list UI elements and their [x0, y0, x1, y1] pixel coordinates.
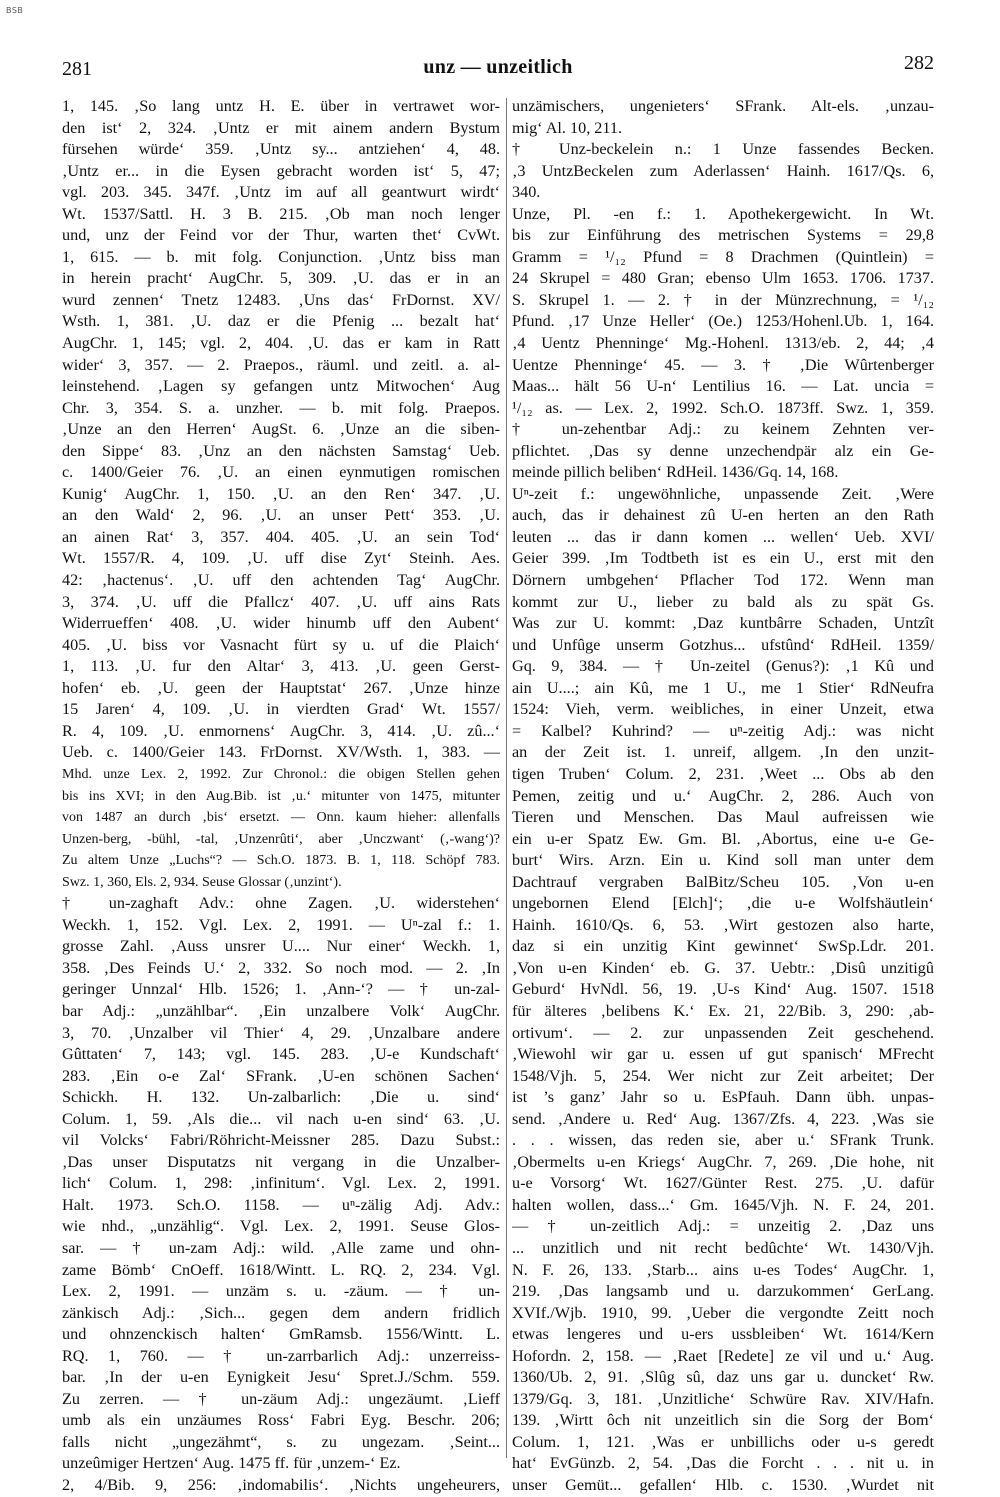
text-line: Colum. 1, 121. ‚Was er unbillichs oder u-s geredt — [512, 1432, 934, 1451]
column-divider — [506, 98, 507, 1458]
text-line: und, unz der Feind vor der Thur, warten thet‘ CvWt. — [62, 226, 500, 245]
text-line: leinstehend. ‚Lagen sy gefangen untz Mitwochen‘ Aug — [62, 377, 500, 396]
text-line: 1, 113. ‚U. fur den Altar‘ 3, 413. ‚U. geen Gerst- — [62, 657, 500, 676]
text-line: — † un-zeitlich Adj.: = unzeitig 2. ‚Daz uns — [512, 1217, 934, 1236]
page-number-right: 282 — [904, 52, 934, 74]
text-line: sar. — † un-zam Adj.: wild. ‚Alle zame und ohn- — [62, 1238, 500, 1257]
text-line: 42: ‚hactenus‘. ‚U. uff den achtenden Tag‘ AugChr. — [62, 571, 500, 590]
text-line: ‚Obermelts u-en Kriegs‘ AugChr. 7, 269. ‚Die hohe, nit — [512, 1152, 934, 1171]
text-line: bis ins XVI; in den Aug.Bib. ist ‚u.‘ mitunter von 1475, mitunter — [62, 788, 500, 804]
text-line: Widerrueffen‘ 408. ‚U. wider hinumb uff den Aubent‘ — [62, 614, 500, 633]
text-line: ‚Das unser Disputatzs nit vergang in die Unzalber- — [62, 1152, 500, 1171]
text-line: 1524: Vieh, verm. weibliches, in einer Unzeit, etwa — [512, 700, 934, 719]
text-line: 24 Skrupel = 480 Gran; ebenso Ulm 1653. 1706. 1737. — [512, 269, 934, 288]
text-line: ‚Wiewohl wir gar u. essen uf gut spanisch‘ MFrecht — [512, 1045, 934, 1064]
text-line: Gûttaten‘ 7, 143; vgl. 145. 283. ‚U-e Kundschaft‘ — [62, 1045, 500, 1064]
text-line: und Unfûge unserm Gotzhus... ufstûnd‘ RdHeil. 1359/ — [512, 635, 934, 654]
text-line: Ueb. c. 1400/Geier 143. FrDornst. XV/Wsth. 1, 383. — — [62, 743, 500, 762]
text-line: Hainh. 1610/Qs. 6, 53. ‚Wirt gestozen also harte, — [512, 915, 934, 934]
text-line: ‚Unze an den Herren‘ AugSt. 6. ‚Unze an die siben- — [62, 420, 500, 439]
text-line: daz si ein unzitig Kint gewinnet‘ SwSp.Ldr. 201. — [512, 937, 934, 956]
text-line: ‚Von u-en Kinden‘ eb. G. 37. Uebtr.: ‚Disû unzitigû — [512, 958, 934, 977]
text-line: † un-zaghaft Adv.: ohne Zagen. ‚U. widerstehen‘ — [62, 894, 500, 913]
text-line: ... unzitlich und nit recht bedûchte‘ Wt. 1430/Vjh. — [512, 1238, 934, 1257]
text-line: Was zur U. kommt: ‚Daz kuntbârre Schaden, Untzît — [512, 614, 934, 633]
text-line: Pemen, zeitig und u.‘ AugChr. 2, 286. Auch von — [512, 786, 934, 805]
text-line: Gq. 9, 384. — † Un-zeitel (Genus?): ‚1 Kû und — [512, 657, 934, 676]
text-line: Hofordn. 2, 158. — ‚Raet [Redete] ze vil und u.‘ Aug. — [512, 1346, 934, 1365]
text-line: Schickh. H. 132. Un-zalbarlich: ‚Die u. sind‘ — [62, 1088, 500, 1107]
text-line: grosse Zahl. ‚Auss unsrer U.... Nur einer‘ Weckh. 1, — [62, 937, 500, 956]
text-line: bis zur Einführung des metrischen Systems = 29,8 — [512, 226, 934, 245]
text-line: etwas lengeres und u-ers ussbleiben‘ Wt. 1614/Kern — [512, 1325, 934, 1344]
text-line: 3, 374. ‚U. uff die Pfallcz‘ 407. ‚U. uff ains Rats — [62, 592, 500, 611]
text-line: XVIf./Wjb. 1910, 99. ‚Ueber die vergondte Zeitt noch — [512, 1303, 934, 1322]
text-line: 1379/Gq. 3, 181. ‚Unzitliche‘ Schwüre Rav. XIV/Hafn. — [512, 1389, 934, 1408]
text-line: = Kalbel? Kuhrind? — uⁿ-zeitig Adj.: was nicht — [512, 721, 934, 740]
text-line: und ohnzenckisch halten‘ GmRamsb. 1556/Wintt. L. — [62, 1325, 500, 1344]
text-line: Colum. 1, 59. ‚Als die... vil nach u-en sind‘ 63. ‚U. — [62, 1109, 500, 1128]
text-line: 1360/Ub. 2, 91. ‚Slûg sû, daz uns gar u. duncket‘ Rw. — [512, 1368, 934, 1387]
text-line: Wt. 1557/R. 4, 109. ‚U. uff dise Zyt‘ Steinh. Aes. — [62, 549, 500, 568]
text-line: 340. — [512, 183, 541, 202]
text-line: AugChr. 1, 145; vgl. 2, 404. ‚U. das er kam in Ratt — [62, 334, 500, 353]
text-line: zänkisch Adj.: ‚Sich... gegen dem andern fridlich — [62, 1303, 500, 1322]
text-line: bar Adj.: „unzählbar“. ‚Ein unzalbere Volk‘ AugChr. — [62, 1001, 500, 1020]
text-line: ‚4 Uentz Phenninge‘ Mg.-Hohenl. 1313/eb. 2, 44; ‚4 — [512, 334, 934, 353]
text-line: kommt zur U., lieber zu bald als zu spät Gs. — [512, 592, 934, 611]
text-line: falls nicht „ungezähmt“, s. zu ungezam. ‚Seint... — [62, 1432, 500, 1451]
text-line: Geburd‘ HvNdl. 56, 19. ‚U-s Kind‘ Aug. 1507. 1518 — [512, 980, 934, 999]
text-line: mig‘ Al. 10, 211. — [512, 118, 623, 137]
text-line: wurd zennen‘ Tnetz 12483. ‚Uns das‘ FrDornst. XV/ — [62, 290, 500, 309]
text-line: 2, 4/Bib. 9, 256: ‚indomabilis‘. ‚Nichts ungeheurers, — [62, 1476, 500, 1494]
text-line: unzämischers, ungenieters‘ SFrank. Alt-els. ‚unzau- — [512, 97, 934, 115]
text-line: vil Volcks‘ Fabri/Röhricht-Meissner 285. Dazu Subst.: — [62, 1131, 500, 1150]
text-line: Unzen-berg, -bühl, -tal, ‚Unzenrûti‘, aber ‚Unczwant‘ (‚-wang‘)? — [62, 831, 500, 847]
left-column — [62, 96, 500, 1497]
text-line: in herein pracht‘ AugChr. 5, 309. ‚U. das er in an — [62, 269, 500, 288]
text-line: ‚3 UntzBeckelen zum Aderlassen‘ Hainh. 1617/Qs. 6, — [512, 161, 934, 180]
text-line: Zu zerren. — † un-zäum Adj.: ungezäumt. ‚Lieff — [62, 1389, 500, 1408]
text-line: Wt. 1537/Sattl. H. 3 B. 215. ‚Ob man noch lenger — [62, 204, 500, 223]
text-line: umb als ein unzäumes Ross‘ Fabri Eyg. Beschr. 206; — [62, 1411, 500, 1430]
text-line: Dörnern umbgehen‘ Pflacher Tod 172. Wenn man — [512, 571, 934, 590]
text-line: hofen‘ eb. ‚U. geen der Hauptstat‘ 267. ‚Unze hinze — [62, 678, 500, 697]
text-line: S. Skrupel 1. — 2. † in der Münzrechnung, = ¹/₁₂ — [512, 290, 934, 309]
library-stamp: BSB — [6, 6, 24, 15]
right-column — [512, 96, 934, 1497]
text-line: ungebornen Elend [Elch]‘; ‚die u-e Wolfshäutlein‘ — [512, 894, 934, 913]
text-line: Chr. 3, 354. S. a. unzher. — b. mit folg. Praepos. — [62, 398, 500, 417]
text-line: Halt. 1973. Sch.O. 1158. — uⁿ-zälig Adj. Adv.: — [62, 1195, 500, 1214]
text-line: 405. ‚U. biss vor Vasnacht fürt sy u. uf die Plaich‘ — [62, 635, 500, 654]
text-line: Swz. 1, 360, Els. 2, 934. Seuse Glossar (‚unzint‘). — [62, 874, 342, 890]
text-line: RQ. 1, 760. — † un-zarrbarlich Adj.: unzerreiss- — [62, 1346, 500, 1365]
text-line: Uⁿ-zeit f.: ungewöhnliche, unpassende Zeit. ‚Were — [512, 484, 934, 503]
text-line: pflichtet. ‚Das sy denne unzechendpär alz ein Ge- — [512, 441, 934, 460]
text-line: an ainen Rat‘ 3, 357. 404. 405. ‚U. an sein Tod‘ — [62, 527, 500, 546]
text-line: Mhd. unze Lex. 2, 1992. Zur Chronol.: die obigen Stellen gehen — [62, 766, 500, 782]
text-line: ain U....; ain Kû, me 1 U., me 1 Stier‘ RdNeufra — [512, 678, 934, 697]
text-line: den Sippe‘ 83. ‚Unz an den nächsten Samstag‘ Ueb. — [62, 441, 500, 460]
text-line: hat‘ EvGünzb. 2, 54. ‚Das die Forcht . . . nit u. in — [512, 1454, 934, 1473]
page-header — [62, 50, 934, 80]
text-line: Kunig‘ AugChr. 1, 150. ‚U. an den Ren‘ 347. ‚U. — [62, 484, 500, 503]
text-line: 1, 615. — b. mit folg. Conjunction. ‚Untz biss man — [62, 247, 500, 266]
text-line: bar. ‚In der u-en Eynigkeit Jesu‘ Spret.J./Schm. 559. — [62, 1368, 500, 1387]
text-line: Maas... hält 56 U-n‘ Lentilius 16. — Lat. uncia = — [512, 377, 934, 396]
text-line: † Unz-beckelein n.: 1 Unze fassendes Becken. — [512, 140, 934, 159]
text-line: Tieren und Menschen. Das Maul aufreissen wie — [512, 808, 934, 827]
text-line: Pfund. ‚17 Unze Heller‘ (Oe.) 1253/Hohenl.Ub. 1, 164. — [512, 312, 934, 331]
text-line: Geier 399. ‚Im Todtbeth ist es ein U., erst mit den — [512, 549, 934, 568]
running-title: unz — unzeitlich — [423, 56, 573, 78]
text-line: wie nhd., „unzählig“. Vgl. Lex. 2, 1991. Seuse Glos- — [62, 1217, 500, 1236]
text-line: unzeûmiger Hertzen‘ Aug. 1475 ff. für ‚unzem-‘ Ez. — [62, 1454, 401, 1473]
text-line: N. F. 26, 133. ‚Starb... ains u-es Todes‘ AugChr. 1, — [512, 1260, 934, 1279]
text-line: Weckh. 1, 152. Vgl. Lex. 2, 1991. — Uⁿ-zal f.: 1. — [62, 915, 500, 934]
text-line: auch, das ir dehainest zû U-en herten an den Rath — [512, 506, 934, 525]
text-line: ein u-er Spatz Ew. Gm. Bl. ‚Abortus, eine u-e Ge- — [512, 829, 934, 848]
text-line: an den Wald‘ 2, 96. ‚U. an unser Pett‘ 353. ‚U. — [62, 506, 500, 525]
text-line: unser Gemüt... gefallen‘ Hlb. c. 1530. ‚Wurdet nit — [512, 1476, 934, 1494]
text-line: 139. ‚Wirtt ôch nit unzeitlich sin die Sorg der Bom‘ — [512, 1411, 934, 1430]
text-line: an der Zeit ist. 1. unreif, allgem. ‚In den unzit- — [512, 743, 934, 762]
text-line: 1, 145. ‚So lang untz H. E. über in vertrawet wor- — [62, 97, 500, 115]
text-line: vgl. 203. 345. 347f. ‚Untz im auf all geantwurt wirdt‘ — [62, 183, 500, 202]
text-line: 283. ‚Ein o-e Zal‘ SFrank. ‚U-en schönen Sachen‘ — [62, 1066, 500, 1085]
text-line: Lex. 2, 1991. — unzäm s. u. -zäum. — † un- — [62, 1282, 500, 1301]
text-line: send. ‚Andere u. Red‘ Aug. 1367/Zfs. 4, 223. ‚Was sie — [512, 1109, 934, 1128]
text-line: wider‘ 3, 357. — 2. Praepos., räuml. und zeitl. a. al- — [62, 355, 500, 374]
text-line: Gramm = ¹/₁₂ Pfund = 8 Drachmen (Quintlein) = — [512, 247, 934, 266]
text-line: ist ’s ganz’ Jahr so u. EsPfauh. Dann übh. unpas- — [512, 1088, 934, 1107]
text-line: † un-zehentbar Adj.: zu keinem Zehnten ver- — [512, 420, 934, 439]
text-line: Wsth. 1, 381. ‚U. daz er die Pfenig ... bezalt hat‘ — [62, 312, 500, 331]
text-line: 1548/Vjh. 5, 254. Wer nicht zur Zeit arbeitet; Der — [512, 1066, 934, 1085]
text-line: fürsehen würde‘ 359. ‚Untz sy... antziehen‘ 4, 48. — [62, 140, 500, 159]
text-line: 15 Jaren‘ 4, 109. ‚U. in vierdten Grad‘ Wt. 1557/ — [62, 700, 500, 719]
text-line: geringer Unnzal‘ Hlb. 1526; 1. ‚Ann-‘? — † un-zal- — [62, 980, 500, 999]
text-line: Dachtrauf vergraben BalBitz/Scheu 105. ‚Von u-en — [512, 872, 934, 891]
text-line: Uentze Phenninge‘ 45. — 3. † ‚Die Wûrtenberger — [512, 355, 934, 374]
text-line: R. 4, 109. ‚U. enmornens‘ AugChr. 3, 414. ‚U. zû...‘ — [62, 721, 500, 740]
text-line: ¹/₁₂ as. — Lex. 2, 1992. Sch.O. 1873ff. Swz. 1, 359. — [512, 398, 934, 417]
text-line: für älteres ‚belibens K.‘ Ex. 21, 22/Bib. 3, 290: ‚ab- — [512, 1001, 934, 1020]
text-line: ‚Untz er... in die Eysen gebracht worden ist‘ 5, 47; — [62, 161, 500, 180]
text-line: 358. ‚Des Feinds U.‘ 2, 332. So noch mod. — 2. ‚In — [62, 958, 500, 977]
text-line: c. 1400/Geier 76. ‚U. an einen eynmutigen romischen — [62, 463, 500, 482]
text-line: den ist‘ 2, 324. ‚Untz er mit ainem andern Bystum — [62, 118, 500, 137]
page-number-left: 281 — [62, 58, 92, 80]
text-line: ortivum‘. — 2. zur unpassenden Zeit geschehend. — [512, 1023, 934, 1042]
text-line: burt‘ Wirs. Arzn. Ein u. Kind soll man unter dem — [512, 851, 934, 870]
text-line: halten wollen, dass...‘ Gm. 1645/Vjh. N. F. 24, 201. — [512, 1195, 934, 1214]
text-line: von 1487 an durch ‚bis‘ ersetzt. — Onn. kaum hieher: allenfalls — [62, 810, 500, 826]
text-line: . . . wissen, das reden sie, aber u.‘ SFrank Trunk. — [512, 1131, 934, 1150]
text-line: Zu altem Unze „Luchs“? — Sch.O. 1873. B. 1, 118. Schöpf 783. — [62, 853, 500, 869]
text-line: leuten ... das ir dann komen ... wellen‘ Ueb. XVI/ — [512, 527, 934, 546]
text-line: u-e Vorsorg‘ Wt. 1627/Günter Rest. 275. ‚U. dafür — [512, 1174, 934, 1193]
text-line: zame Bömb‘ CnOeff. 1618/Wintt. L. RQ. 2, 234. Vgl. — [62, 1260, 500, 1279]
text-line: tigen Truben‘ Colum. 2, 231. ‚Weet ... Obs ab den — [512, 764, 934, 783]
text-line: 3, 70. ‚Unzalber vil Thier‘ 4, 29. ‚Unzalbare andere — [62, 1023, 500, 1042]
text-line: meinde pillich beliben‘ RdHeil. 1436/Gq. 14, 168. — [512, 463, 839, 482]
text-line: lich‘ Colum. 1, 298: ‚infinitum‘. Vgl. Lex. 2, 1991. — [62, 1174, 500, 1193]
text-line: Unze, Pl. -en f.: 1. Apothekergewicht. In Wt. — [512, 204, 934, 223]
text-line: 219. ‚Das langsamb und u. darzukommen‘ GerLang. — [512, 1282, 934, 1301]
